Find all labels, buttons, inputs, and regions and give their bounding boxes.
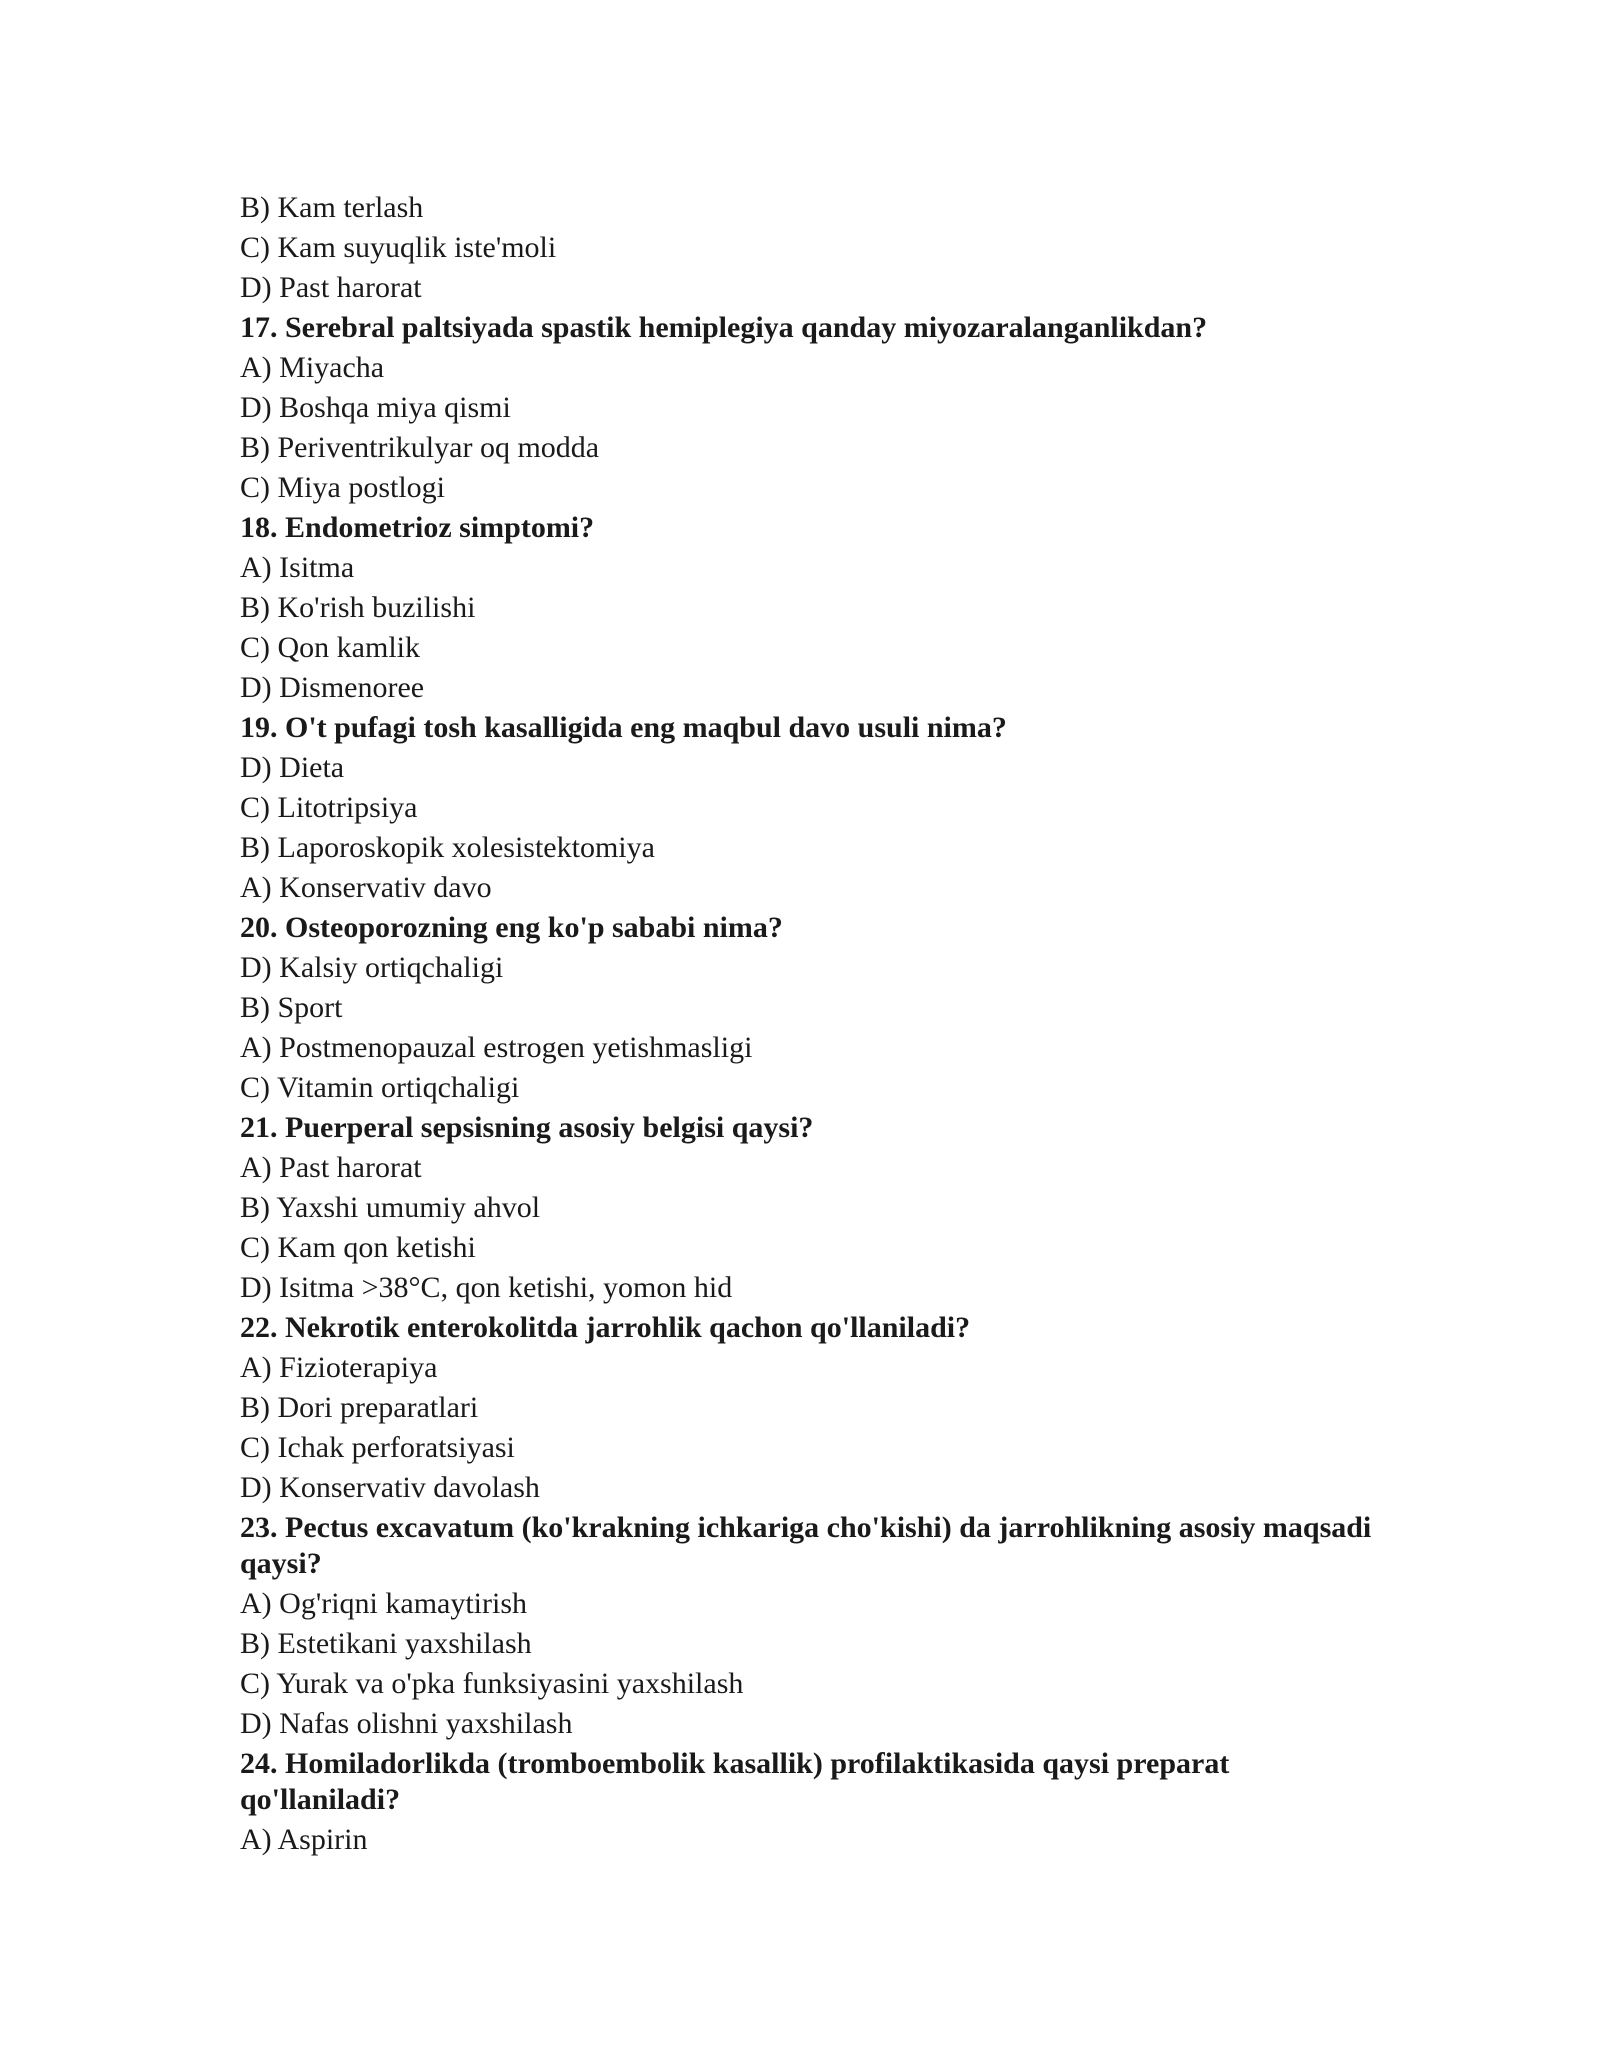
question-18: 18. Endometrioz simptomi? [240,511,595,544]
answer-option: A) Postmenopauzal estrogen yetishmasligi [240,1031,753,1064]
question-22: 22. Nekrotik enterokolitda jarrohlik qachon qo'llaniladi? [240,1311,971,1344]
answer-option: B) Estetikani yaxshilash [240,1627,532,1660]
answer-option: B) Sport [240,991,343,1024]
answer-option: C) Kam qon ketishi [240,1231,476,1264]
answer-option: B) Yaxshi umumiy ahvol [240,1191,541,1224]
question-24: 24. Homiladorlikda (tromboembolik kasallik) profilaktikasida qaysi preparat qo'llaniladi? [240,1747,1230,1816]
answer-option: A) Isitma [240,551,355,584]
answer-option: A) Konservativ davo [240,871,492,904]
answer-option: B) Dori preparatlari [240,1391,479,1424]
answer-option: D) Konservativ davolash [240,1471,540,1504]
answer-option: A) Og'riqni kamaytirish [240,1587,528,1620]
answer-option: C) Miya postlogi [240,471,446,504]
question-17: 17. Serebral paltsiyada spastik hemiplegiya qanday miyozaralanganlikdan? [240,311,1208,344]
answer-option: C) Vitamin ortiqchaligi [240,1071,520,1104]
question-21: 21. Puerperal sepsisning asosiy belgisi qaysi? [240,1111,814,1144]
answer-option: C) Litotripsiya [240,791,418,824]
question-23: 23. Pectus excavatum (ko'krakning ichkariga cho'kishi) da jarrohlikning asosiy maqsadi qaysi? [240,1511,1372,1580]
answer-option: A) Fizioterapiya [240,1351,438,1384]
question-19: 19. O't pufagi tosh kasalligida eng maqbul davo usuli nima? [240,711,1007,744]
document-page [240,188,1390,1860]
answer-option: D) Nafas olishni yaxshilash [240,1707,573,1740]
answer-option: A) Miyacha [240,351,385,384]
question-20: 20. Osteoporozning eng ko'p sababi nima? [240,911,783,944]
answer-option: B) Laporoskopik xolesistektomiya [240,831,655,864]
answer-option: D) Past harorat [240,271,422,304]
answer-option: B) Kam terlash [240,191,424,224]
answer-option: C) Qon kamlik [240,631,420,664]
answer-option: D) Kalsiy ortiqchaligi [240,951,504,984]
answer-option: A) Past harorat [240,1151,422,1184]
answer-option: D) Isitma >38°C, qon ketishi, yomon hid [240,1271,733,1304]
answer-option: D) Dieta [240,751,345,784]
answer-option: B) Ko'rish buzilishi [240,591,476,624]
answer-option: C) Yurak va o'pka funksiyasini yaxshilash [240,1667,744,1700]
answer-option: D) Boshqa miya qismi [240,391,511,424]
answer-option: D) Dismenoree [240,671,425,704]
answer-option: C) Ichak perforatsiyasi [240,1431,515,1464]
answer-option: C) Kam suyuqlik iste'moli [240,231,557,264]
answer-option: A) Aspirin [240,1823,368,1856]
answer-option: B) Periventrikulyar oq modda [240,431,600,464]
